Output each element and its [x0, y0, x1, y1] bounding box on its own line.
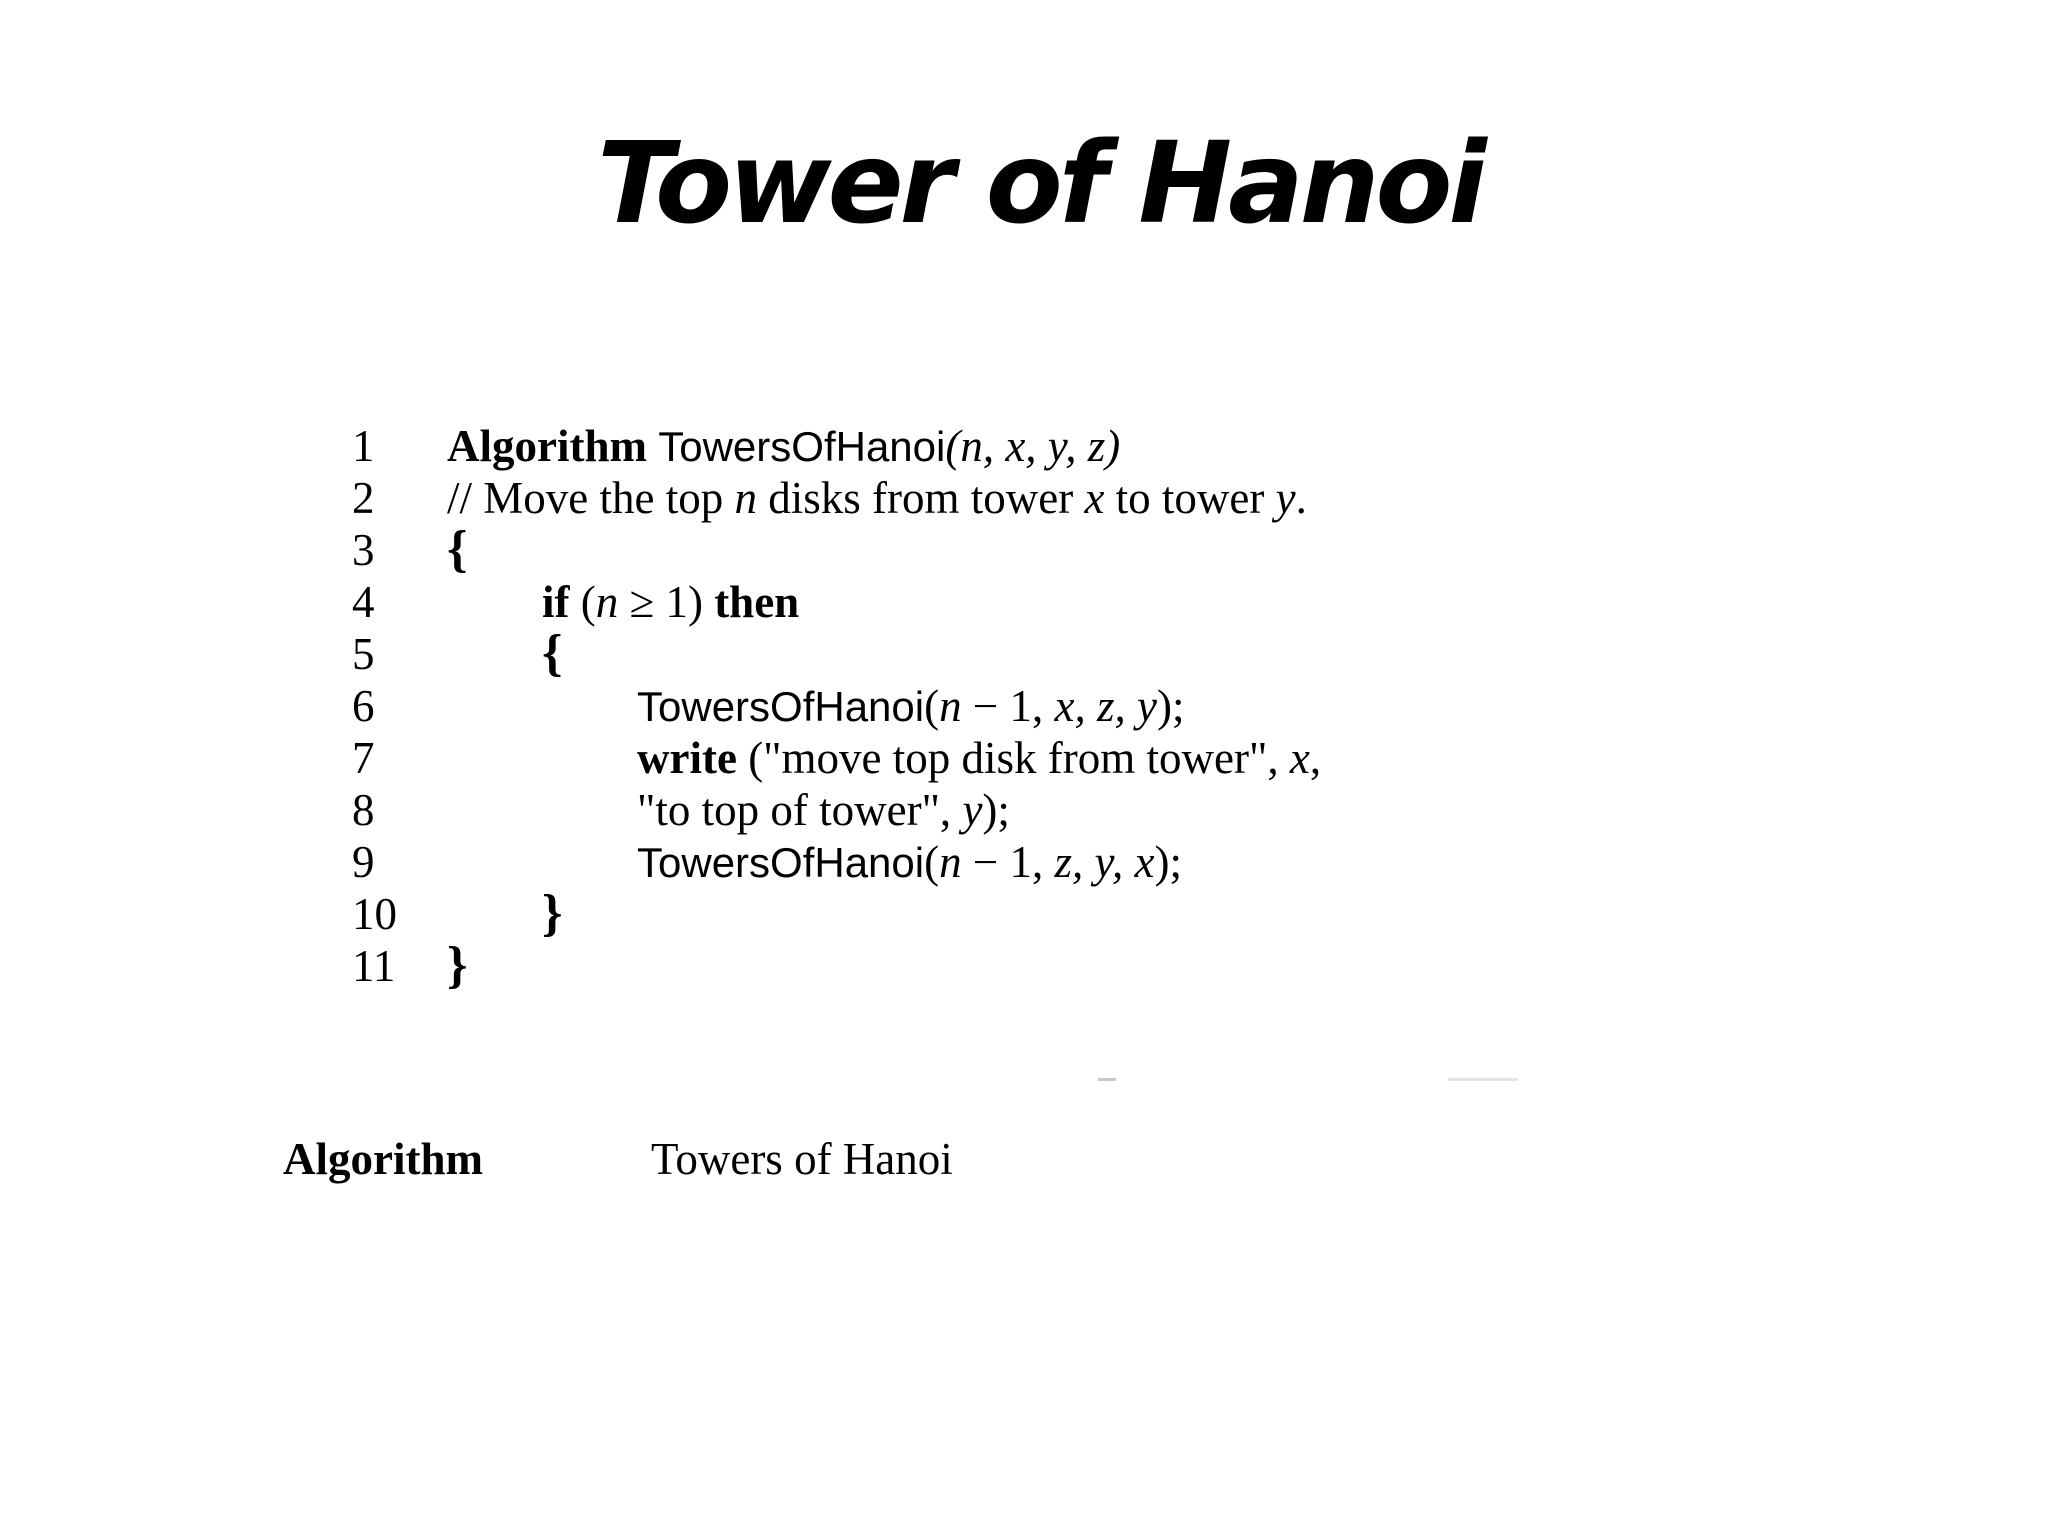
- close-brace: }: [542, 885, 563, 942]
- line-number: 10: [352, 889, 397, 939]
- procedure-name: TowersOfHanoi: [658, 423, 946, 470]
- line-number: 6: [352, 681, 375, 731]
- math-variable: x: [1289, 733, 1310, 783]
- code-text: );: [1154, 837, 1182, 887]
- caption-text: Towers of Hanoi: [651, 1134, 953, 1184]
- scan-artifact-mark: [1098, 1078, 1116, 1081]
- line-content: [447, 420, 1120, 473]
- comment-text: to tower: [1104, 473, 1276, 523]
- line-number: 5: [352, 629, 375, 679]
- code-text: (: [924, 837, 940, 887]
- code-text: "to top of tower",: [637, 785, 963, 835]
- math-variable: x: [1084, 473, 1105, 523]
- code-text: − 1,: [961, 681, 1055, 731]
- line-content: [447, 472, 1307, 524]
- keyword-write: write: [637, 733, 737, 783]
- comment-text: .: [1295, 473, 1307, 523]
- math-variable: n: [734, 473, 757, 523]
- line-number: 2: [352, 473, 375, 523]
- code-text: ,: [1309, 733, 1322, 783]
- math-variable: y: [962, 785, 983, 835]
- scan-artifact-mark: [1448, 1078, 1518, 1081]
- math-variable: z, y, x: [1054, 837, 1155, 887]
- line-number: 8: [352, 785, 375, 835]
- keyword-algorithm: Algorithm: [447, 421, 647, 471]
- code-text: );: [1156, 681, 1185, 731]
- math-variable: n: [595, 577, 619, 627]
- line-content: [542, 576, 799, 628]
- comment-text: disks from tower: [756, 473, 1085, 523]
- comment-text: // Move the top: [447, 473, 735, 523]
- slide-title: Tower of Hanoi: [597, 119, 1483, 249]
- code-text: (: [924, 681, 940, 731]
- line-number: 4: [352, 577, 375, 627]
- keyword-then: then: [714, 577, 800, 627]
- close-brace: }: [447, 937, 468, 994]
- line-content: [637, 680, 1184, 733]
- open-brace: {: [447, 521, 468, 578]
- math-variable: y: [1275, 473, 1296, 523]
- line-number: 11: [352, 941, 396, 991]
- line-number: 9: [352, 837, 375, 887]
- math-variable: n: [939, 837, 962, 887]
- code-text: ≥ 1): [618, 577, 715, 627]
- line-content: [637, 836, 1182, 889]
- code-text: );: [982, 785, 1010, 835]
- keyword-if: if: [542, 577, 570, 627]
- line-number: 1: [352, 421, 375, 471]
- math-variable: n: [939, 681, 962, 731]
- code-text: ("move top disk from tower",: [736, 733, 1290, 783]
- line-content: [637, 732, 1321, 784]
- open-brace: {: [542, 625, 563, 682]
- code-text: − 1,: [961, 837, 1055, 887]
- line-content: [637, 784, 1010, 836]
- procedure-name: TowersOfHanoi: [637, 683, 925, 730]
- line-number: 7: [352, 733, 375, 783]
- parameters: (n, x, y, z): [945, 421, 1121, 471]
- code-text: (: [569, 577, 596, 627]
- line-number: 3: [352, 525, 375, 575]
- math-variable: x, z, y: [1054, 681, 1157, 731]
- caption-label: Algorithm: [283, 1134, 483, 1184]
- procedure-name: TowersOfHanoi: [637, 839, 925, 886]
